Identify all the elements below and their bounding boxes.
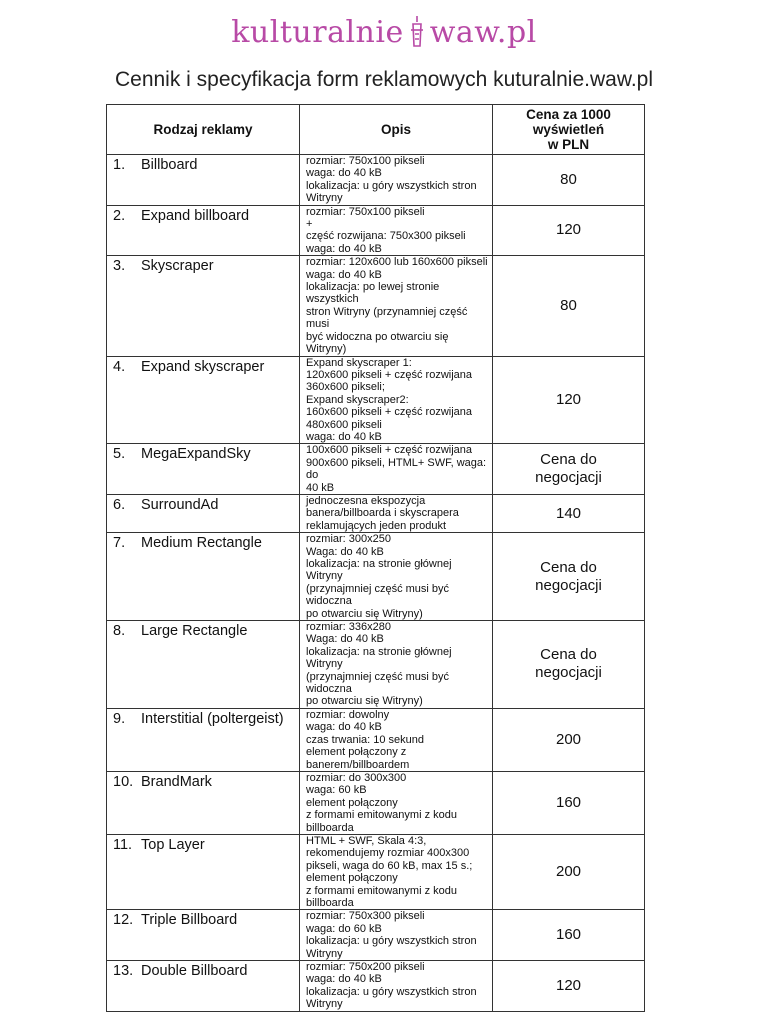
price-cell	[493, 910, 645, 961]
description-line: 480x600 pikseli	[306, 418, 382, 431]
description-line: Waga: do 40 kB	[306, 545, 384, 558]
table-row	[107, 356, 645, 444]
description-line: 900x600 pikseli, HTML+ SWF, waga: do	[306, 456, 487, 482]
description-line: element połączony	[306, 796, 398, 809]
description-line: rozmiar: 300x250	[306, 533, 391, 546]
description-cell	[300, 621, 493, 709]
price-line: 80	[560, 170, 577, 188]
row-number: 4.	[113, 358, 126, 375]
description-line: Waga: do 40 kB	[306, 633, 384, 646]
description-line: (przynajmniej część musi być widoczna	[306, 670, 450, 696]
ad-type-cell	[107, 155, 300, 206]
price-cell	[493, 771, 645, 834]
description-line: rozmiar: 750x200 pikseli	[306, 961, 425, 973]
table-row	[107, 621, 645, 709]
description-cell	[300, 533, 493, 621]
ad-type-name: Double Billboard	[141, 963, 248, 979]
row-number: 6.	[113, 496, 126, 513]
description-line: banera/billboarda i skyscrapera	[306, 507, 459, 520]
ad-type-cell	[107, 910, 300, 961]
ad-type-name: Large Rectangle	[141, 623, 248, 640]
price-cell	[493, 356, 645, 444]
description-line: banerem/billboardem	[306, 758, 410, 771]
description-line: rozmiar: dowolny	[306, 708, 390, 721]
description-cell	[300, 961, 493, 1012]
price-table	[106, 104, 645, 1012]
description-line: rozmiar: 336x280	[306, 621, 391, 634]
description-line: Expand skyscraper2:	[306, 393, 409, 406]
description-line: z formami emitowanymi z kodu	[306, 809, 457, 822]
table-row	[107, 155, 645, 206]
description-line: pikseli, waga do 60 kB, max 15 s.;	[306, 859, 473, 872]
row-number: 7.	[113, 535, 126, 552]
price-line: 200	[555, 730, 582, 748]
description-line: być widoczna po otwarciu się Witryny)	[306, 330, 449, 356]
price-line: negocjacji	[535, 576, 602, 594]
ad-type-cell	[107, 771, 300, 834]
description-line: billboarda	[306, 896, 354, 909]
description-line: lokalizacja: po lewej stronie wszystkich	[306, 281, 440, 306]
description-line: czas trwania: 10 sekund	[306, 733, 425, 746]
description-line: rozmiar: 120x600 lub 160x600 pikseli	[306, 256, 488, 269]
description-line: waga: do 40 kB	[306, 268, 382, 281]
price-line: 120	[555, 976, 582, 994]
description-line: +	[306, 218, 313, 231]
ad-type-cell	[107, 494, 300, 532]
row-number: 5.	[113, 446, 126, 463]
ad-type-name: Top Layer	[141, 836, 205, 853]
row-number: 3.	[113, 258, 126, 275]
row-number: 2.	[113, 207, 126, 224]
description-cell	[300, 205, 493, 256]
ad-type-cell	[107, 621, 300, 709]
description-line: z formami emitowanymi z kodu	[306, 884, 457, 897]
description-cell	[300, 444, 493, 495]
description-cell	[300, 256, 493, 356]
ad-type-cell	[107, 708, 300, 771]
ad-type-name: BrandMark	[141, 773, 212, 790]
description-line: rozmiar: 750x300 pikseli	[306, 910, 425, 923]
description-line: lokalizacja: u góry wszystkich stron	[306, 985, 477, 998]
price-cell	[493, 961, 645, 1012]
description-line: lokalizacja: u góry wszystkich stron	[306, 935, 477, 948]
table-row	[107, 771, 645, 834]
table-row	[107, 834, 645, 909]
row-number: 10.	[113, 773, 134, 790]
description-line: reklamujących jeden produkt	[306, 519, 447, 532]
row-number: 12.	[113, 912, 134, 929]
ad-type-name: Expand billboard	[141, 207, 250, 224]
description-line: rozmiar: 750x100 pikseli	[306, 205, 425, 218]
description-line: rozmiar: 750x100 pikseli	[306, 155, 425, 167]
description-cell	[300, 910, 493, 961]
description-line: lokalizacja: na stronie głównej Witryny	[306, 645, 452, 671]
site-logo	[0, 14, 768, 50]
price-line: 120	[555, 390, 582, 408]
header-price-line: wyświetleń	[532, 122, 605, 137]
description-line: po otwarciu się Witryny)	[306, 695, 423, 708]
table-row	[107, 205, 645, 256]
header-ad-type: Rodzaj reklamy	[107, 105, 300, 155]
description-line: billboarda	[306, 821, 354, 834]
description-cell	[300, 356, 493, 444]
description-line: po otwarciu się Witryny)	[306, 607, 423, 620]
table-row	[107, 708, 645, 771]
header-description: Opis	[300, 105, 493, 155]
description-cell	[300, 494, 493, 532]
table-header-row	[107, 105, 645, 155]
header-price-line: w PLN	[547, 137, 590, 152]
logo-text-right: waw.pl	[429, 15, 537, 50]
price-cell	[493, 708, 645, 771]
table-row	[107, 256, 645, 356]
ad-type-cell	[107, 205, 300, 256]
description-line: lokalizacja: na stronie głównej Witryny	[306, 558, 452, 583]
description-line: waga: do 40 kB	[306, 721, 382, 734]
price-line: 80	[560, 296, 577, 314]
price-line: negocjacji	[535, 469, 602, 487]
price-line: Cena do	[540, 451, 597, 469]
table-row	[107, 910, 645, 961]
row-number: 9.	[113, 710, 126, 727]
description-line: 40 kB	[306, 481, 335, 494]
row-number: 1.	[113, 157, 126, 173]
header-price-line: Cena za 1000	[526, 107, 611, 122]
ad-type-cell	[107, 961, 300, 1012]
row-number: 13.	[113, 963, 134, 979]
description-line: waga: do 40 kB	[306, 167, 382, 180]
ad-type-name: Billboard	[141, 157, 198, 173]
description-line: 120x600 pikseli + część rozwijana	[306, 368, 473, 381]
description-line: stron Witryny (przynamniej część musi	[306, 305, 468, 331]
description-line: waga: do 40 kB	[306, 242, 382, 255]
price-line: 140	[555, 504, 582, 522]
description-line: element połączony z	[306, 746, 407, 759]
description-line: 100x600 pikseli + część rozwijana	[306, 444, 473, 457]
price-cell	[493, 205, 645, 256]
price-line: 120	[555, 221, 582, 239]
description-line: część rozwijana: 750x300 pikseli	[306, 230, 466, 243]
table-row	[107, 533, 645, 621]
ad-type-cell	[107, 256, 300, 356]
ad-type-name: Interstitial (poltergeist)	[141, 710, 284, 727]
description-line: rozmiar: do 300x300	[306, 771, 407, 784]
header-price	[493, 105, 645, 155]
ad-type-name: MegaExpandSky	[141, 446, 251, 463]
price-line: negocjacji	[535, 664, 602, 682]
price-cell	[493, 621, 645, 709]
description-line: waga: 60 kB	[306, 784, 367, 797]
ad-type-cell	[107, 834, 300, 909]
ad-type-name: SurroundAd	[141, 496, 219, 513]
description-line: waga: do 60 kB	[306, 922, 382, 935]
description-line: Witryny	[306, 947, 343, 960]
ad-type-cell	[107, 356, 300, 444]
description-line: Witryny	[306, 998, 343, 1011]
table-row	[107, 444, 645, 495]
price-cell	[493, 834, 645, 909]
description-line: HTML + SWF, Skala 4:3,	[306, 834, 427, 847]
price-cell	[493, 256, 645, 356]
description-cell	[300, 708, 493, 771]
ad-type-cell	[107, 444, 300, 495]
price-cell	[493, 155, 645, 206]
ad-type-name: Triple Billboard	[141, 912, 238, 929]
description-line: element połączony	[306, 872, 398, 885]
description-line: 160x600 pikseli + część rozwijana	[306, 406, 473, 419]
description-line: jednoczesna ekspozycja	[306, 494, 426, 507]
price-line: Cena do	[540, 558, 597, 576]
description-cell	[300, 155, 493, 206]
price-cell	[493, 533, 645, 621]
ad-type-cell	[107, 533, 300, 621]
description-line: waga: do 40 kB	[306, 973, 382, 986]
price-line: 160	[555, 926, 582, 944]
description-line: (przynajmniej część musi być widoczna	[306, 582, 450, 608]
ad-type-name: Medium Rectangle	[141, 535, 262, 552]
page-title: Cennik i specyfikacja form reklamowych kuturalnie.waw.pl	[114, 68, 654, 91]
row-number: 11.	[113, 836, 133, 853]
ad-type-name: Skyscraper	[141, 258, 214, 275]
price-cell	[493, 444, 645, 495]
description-line: Expand skyscraper 1:	[306, 356, 412, 369]
logo-tower-icon	[407, 14, 427, 48]
row-number: 8.	[113, 623, 126, 640]
description-line: 360x600 pikseli;	[306, 381, 385, 394]
table-row	[107, 494, 645, 532]
logo-text-left: kulturalnie	[231, 15, 404, 50]
price-cell	[493, 494, 645, 532]
price-line: 160	[555, 793, 582, 811]
description-cell	[300, 834, 493, 909]
price-line: Cena do	[540, 646, 597, 664]
description-line: rekomendujemy rozmiar 400x300	[306, 847, 470, 860]
description-cell	[300, 771, 493, 834]
description-line: Witryny	[306, 192, 343, 205]
description-line: lokalizacja: u góry wszystkich stron	[306, 179, 477, 192]
table-row	[107, 961, 645, 1012]
description-line: waga: do 40 kB	[306, 430, 382, 443]
price-line: 200	[555, 863, 582, 881]
ad-type-name: Expand skyscraper	[141, 358, 265, 375]
